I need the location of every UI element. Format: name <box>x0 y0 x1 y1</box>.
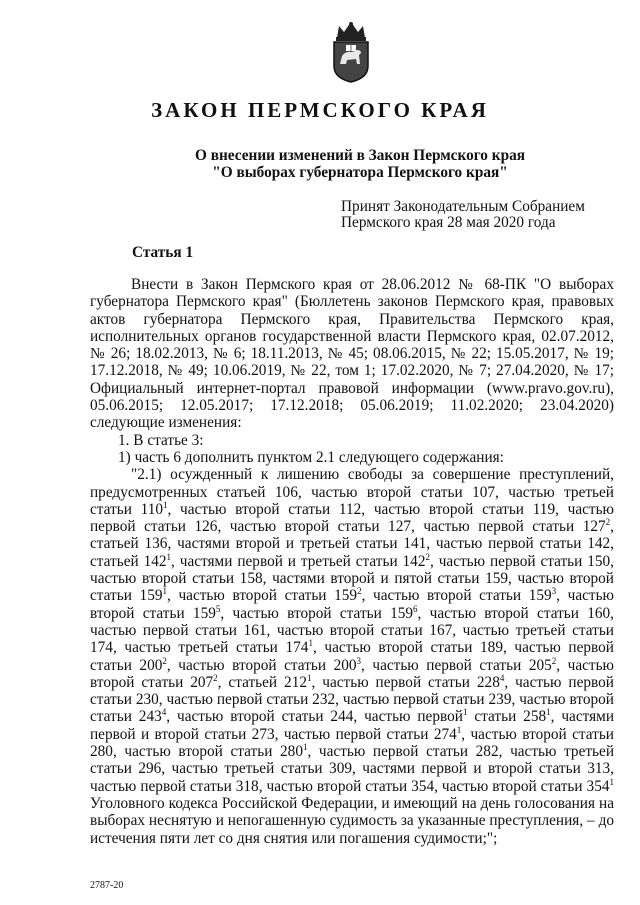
perm-krai-coat-of-arms-icon <box>329 20 373 84</box>
page-title: ЗАКОН ПЕРМСКОГО КРАЯ <box>151 98 489 122</box>
document-code: 2787-20 <box>90 880 124 891</box>
article-body <box>90 276 614 847</box>
adoption-note-line-2: Пермского края 28 мая 2020 года <box>341 214 556 231</box>
article-paragraph: Внести в Закон Пермского края от 28.06.2012 № 68-ПК "О выборах губернатора Пермского края" (Бюллетень законов Пермского края, правовых актов губернатора Пермского края, Правительства Пермского края, исполнительных органов государственной власти Пермского края, 02.07.2012, № 26; 18.02.2013, № 6; 18.11.2013, № 45; 08.06.2015, № 22; 15.05.2017, № 19; 17.12.2018, № 49; 10.06.2019, № 22, том 1; 17.02.2020, № 7; 27.04.2020, № 17; Официальный интернет-портал правовой информации (www.pravo.gov.ru), 05.06.2015; 12.05.2017; 17.12.2018; 05.06.2019; 11.02.2020; 23.04.2020) следующие изменения: <box>90 276 614 432</box>
article-heading: Статья 1 <box>132 244 194 261</box>
law-subtitle-line-1: О внесении изменений в Закон Пермского края <box>194 147 526 164</box>
article-paragraph: 1) часть 6 дополнить пунктом 2.1 следующего содержания: <box>118 448 504 466</box>
adoption-note-line-1: Принят Законодательным Собранием <box>341 198 585 215</box>
article-paragraph: "2.1) осужденный к лишению свободы за совершение преступлений, предусмотренных статьей 106, частью второй статьи 107, частью третьей статьи $110^1$, частью второй статьи 112, частью второй статьи 119, частью первой статьи 126, частью второй статьи 127, частью первой статьи $127^2$, статьей 136, частями второй и третьей статьи 141, частью первой статьи 142, статьей $142^1$, частями первой и третьей статьи $142^2$, частью первой статьи 150, частью второй статьи 158, частями второй и пятой статьи 159, частью второй статьи $159^1$, частью второй статьи $159^2$, частью второй статьи $159^3$, частью второй статьи $159^5$, частью второй статьи $159^6$, частью второй статьи 160, частью первой статьи 161, частью второй статьи 167, частью третьей статьи 174, частью третьей статьи $174^1$, частью второй статьи 189, частью первой статьи $200^2$, частью второй статьи $200^3$, частью первой статьи $205^2$, частью второй статьи $207^2$, статьей $212^1$, частью первой статьи $228^4$, частью первой статьи 230, частью первой статьи 232, частью первой статьи 239, частью второй статьи $243^4$, частью второй статьи 244, частью первой$^1$ статьи $258^1$, частями первой и второй статьи 273, частью первой статьи $274^1$, частью второй статьи 280, частью второй статьи $280^1$, частью первой статьи 282, частью третьей статьи 296, частью третьей статьи 309, частями первой и второй статьи 313, частью первой статьи 318, частью второй статьи 354, частью второй статьи $354^1$ Уголовного кодекса Российской Федерации, и имеющий на день голосования на выборах неснятую и непогашенную судимость за указанные преступления, – до истечения пяти лет со дня снятия или погашения судимости;"; <box>90 466 615 847</box>
article-paragraph: 1. В статье 3: <box>118 431 204 449</box>
law-subtitle-line-2: "О выборах губернатора Пермского края" <box>212 164 508 181</box>
